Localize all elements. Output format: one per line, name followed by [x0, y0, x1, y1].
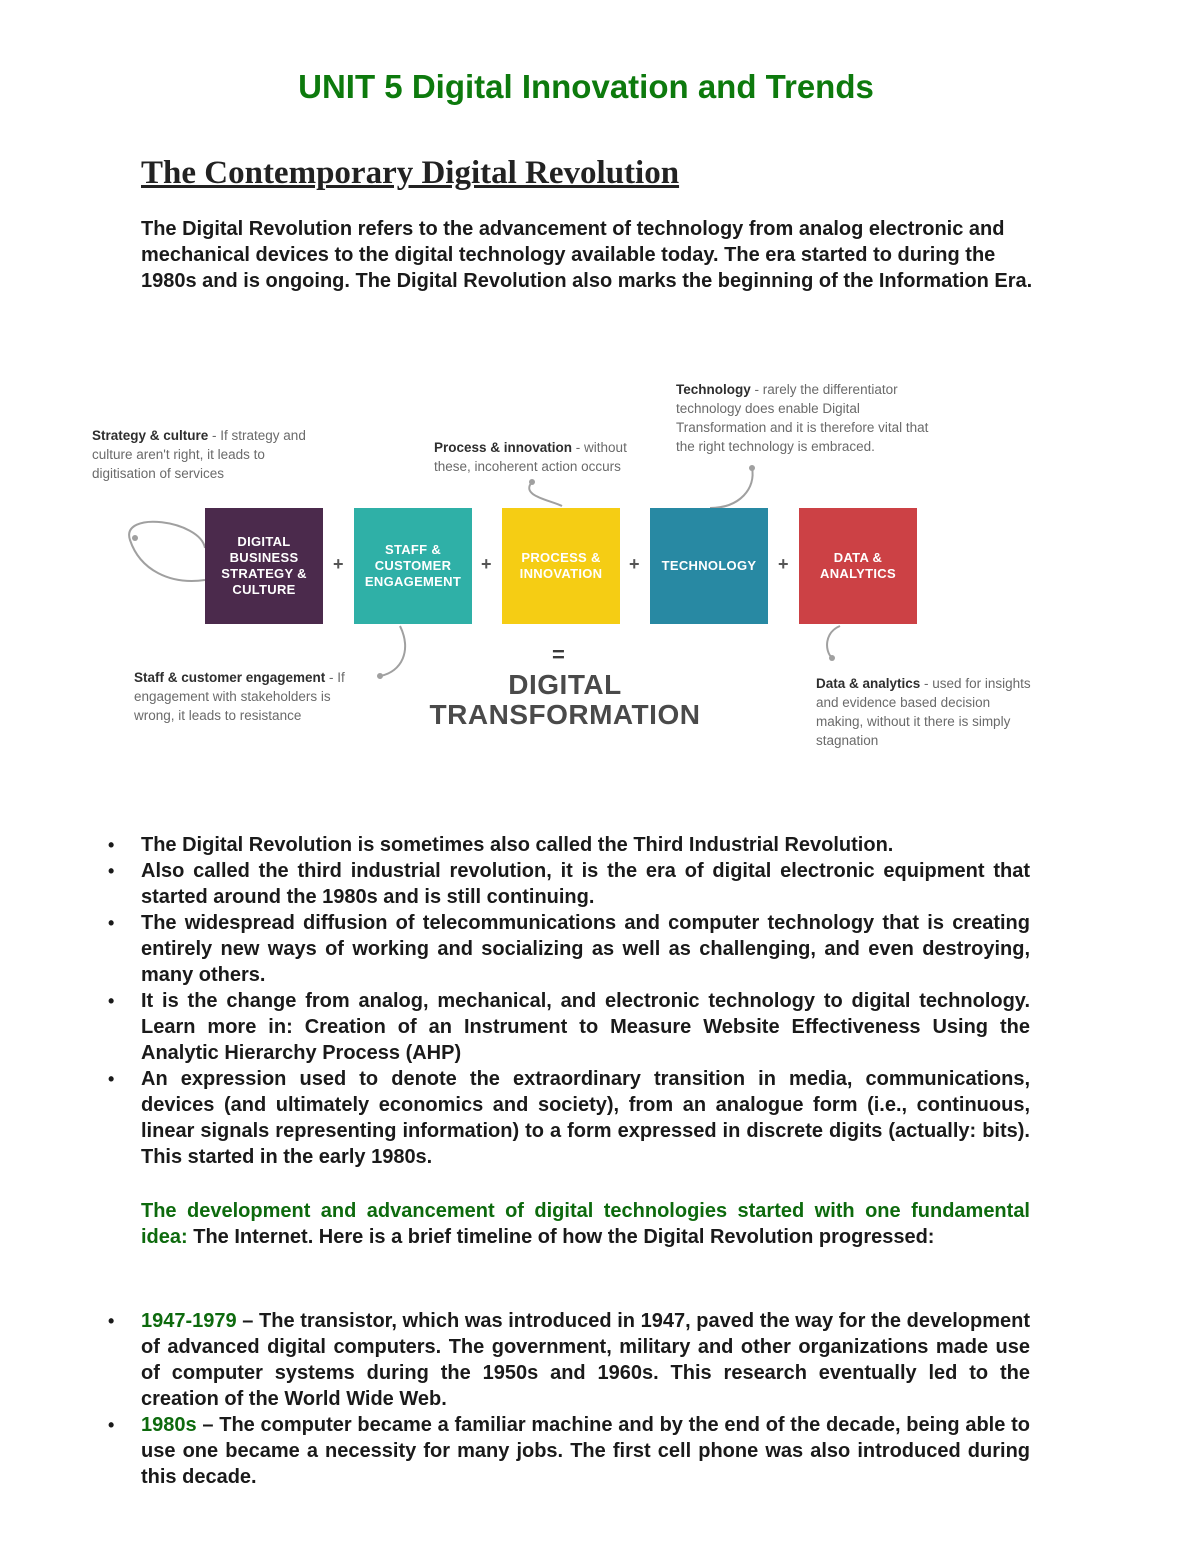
technology-connector: [710, 468, 753, 508]
box-data-analytics: DATA & ANALYTICS: [799, 508, 917, 624]
data-connector: [827, 626, 840, 658]
timeline-period: 1947-1979: [141, 1310, 237, 1332]
timeline-list: [108, 1308, 1030, 1490]
result-line-1: DIGITAL: [508, 669, 622, 700]
process-note: Process & innovation - without these, incoherent action occurs: [434, 440, 627, 474]
intro-paragraph: The Digital Revolution refers to the advancement of technology from analog electronic and mechanical devices to the digital technology available today. The era started to during the 1980s and is ongoing. The Digital Revolution also marks the beginning of the Information Era.: [141, 218, 1033, 292]
plus-sign: +: [778, 554, 789, 574]
list-item: • It is the change from analog, mechanical, and electronic technology to digital technology. Learn more in: Creation of an Instrument to Measure Website Effectiveness Using the Analytic Hierarchy Process (AHP): [108, 988, 1030, 1066]
timeline-text: – The transistor, which was introduced in 1947, paved the way for the development of advanced digital computers. The government, military and other organizations made use of computer systems during the 1950s and 1960s. This research eventually led to the creation of the World Wide Web.: [141, 1310, 1030, 1410]
strategy-note: Strategy & culture - If strategy and culture aren't right, it leads to digitisation of services: [92, 428, 306, 481]
unit-title: UNIT 5 Digital Innovation and Trends: [298, 68, 874, 105]
digital-transformation-diagram: [80, 370, 1050, 760]
timeline-period: 1980s: [141, 1414, 197, 1436]
box-staff-customer-engagement: STAFF & CUSTOMER ENGAGEMENT: [354, 508, 472, 624]
highlight-text: The development and advancement of digital technologies started with one fundamental idea:: [141, 1200, 1030, 1248]
list-item: • An expression used to denote the extraordinary transition in media, communications, devices (and ultimately economics and society), from an analogue form (i.e., continuous, linear signals representing information) to a form expressed in discrete digits (actually: bits). This started in the early 1980s.: [108, 1066, 1030, 1170]
list-item: • Also called the third industrial revolution, it is the era of digital electronic equipment that started around the 1980s and is still continuing.: [108, 858, 1030, 910]
process-connector: [529, 482, 562, 506]
body-text: The Internet. Here is a brief timeline of how the Digital Revolution progressed:: [187, 1226, 935, 1248]
plus-sign: +: [481, 554, 492, 574]
list-item: • The Digital Revolution is sometimes also called the Third Industrial Revolution.: [108, 832, 1030, 858]
timeline-item: [108, 1308, 1030, 1412]
timeline-item: [108, 1412, 1030, 1490]
data-note: Data & analytics - used for insights and evidence based decision making, without it there is simply stagnation: [816, 676, 1031, 748]
timeline-text: – The computer became a familiar machine and by the end of the decade, being able to use one became a necessity for many jobs. The first cell phone was also introduced during this decade.: [141, 1414, 1030, 1488]
list-item: • The widespread diffusion of telecommunications and computer technology that is creating entirely new ways of working and socializing as well as challenging, and even destroying, many others.: [108, 910, 1030, 988]
result-line-2: TRANSFORMATION: [429, 699, 701, 730]
box-process-innovation: PROCESS & INNOVATION: [502, 508, 620, 624]
digital-transformation-result: [400, 670, 730, 730]
revolution-bullet-list: [108, 832, 1030, 1170]
staff-connector: [380, 626, 405, 676]
plus-sign: +: [333, 554, 344, 574]
plus-sign: +: [629, 554, 640, 574]
staff-note: Staff & customer engagement - If engagement with stakeholders is wrong, it leads to resistance: [134, 670, 345, 723]
section-title: The Contemporary Digital Revolution: [141, 155, 680, 191]
technology-note: Technology - rarely the differentiator technology does enable Digital Transformation and it is therefore vital that the right technology is embraced.: [676, 382, 929, 454]
equals-sign: =: [552, 642, 565, 667]
strategy-connector: [129, 522, 205, 581]
timeline-intro-paragraph: [141, 1198, 1030, 1250]
box-technology: TECHNOLOGY: [650, 508, 768, 624]
box-digital-business-strategy: DIGITAL BUSINESS STRATEGY & CULTURE: [205, 508, 323, 624]
